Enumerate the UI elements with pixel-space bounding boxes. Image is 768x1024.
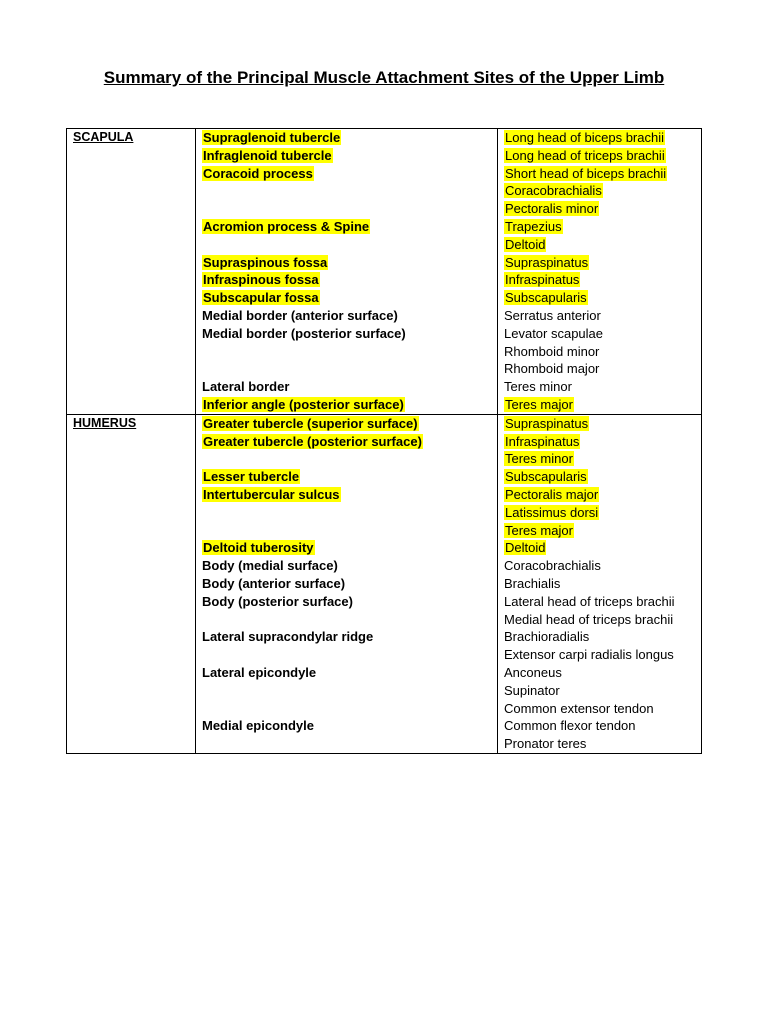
muscle-text: Serratus anterior — [504, 307, 601, 323]
muscle-text: Teres minor — [504, 379, 572, 395]
muscle-text: Coracobrachialis — [504, 558, 601, 574]
section-row-scapula — [67, 129, 702, 415]
muscle-line — [498, 200, 701, 218]
site-line — [196, 343, 497, 361]
muscle-text: Subscapularis — [505, 469, 587, 485]
muscle-text: Pectoralis major — [505, 486, 599, 502]
bone-label: HUMERUS — [73, 415, 137, 430]
muscle-line — [498, 557, 701, 575]
site-line — [196, 468, 497, 486]
muscle-line — [498, 628, 701, 646]
site-line — [196, 415, 497, 433]
attachment-site-text: Body (posterior surface) — [202, 593, 353, 609]
site-line — [196, 378, 497, 396]
site-line — [196, 307, 497, 325]
muscle-line — [498, 271, 701, 289]
attachment-site-text: Acromion process & Spine — [203, 218, 370, 234]
muscle-text: Trapezius — [505, 218, 562, 234]
muscle-text: Deltoid — [505, 540, 546, 556]
muscle-line — [498, 682, 701, 700]
site-line — [196, 717, 497, 735]
muscle-text: Lateral head of triceps brachii — [504, 593, 675, 609]
muscle-line — [498, 504, 701, 522]
muscle-text: Short head of biceps brachii — [505, 165, 667, 181]
site-line — [196, 664, 497, 682]
muscle-text: Rhomboid minor — [504, 343, 600, 359]
muscle-line — [498, 218, 701, 236]
muscle-line — [498, 325, 701, 343]
muscle-text: Brachioradialis — [504, 629, 590, 645]
muscle-text: Medial head of triceps brachii — [504, 611, 674, 627]
muscle-line — [498, 468, 701, 486]
muscle-line — [498, 717, 701, 735]
muscle-text: Subscapularis — [505, 290, 587, 306]
muscle-line — [498, 307, 701, 325]
attachment-table-body — [67, 129, 702, 754]
site-line — [196, 504, 497, 522]
site-line — [196, 271, 497, 289]
muscle-text: Long head of biceps brachii — [505, 130, 665, 145]
attachment-site-text: Coracoid process — [203, 165, 313, 181]
attachment-site-text: Medial border (posterior surface) — [202, 325, 406, 341]
muscle-line — [498, 147, 701, 165]
muscle-text: Infraspinatus — [505, 433, 580, 449]
muscle-line — [498, 343, 701, 361]
bone-cell — [67, 129, 196, 415]
site-line — [196, 557, 497, 575]
site-line — [196, 682, 497, 700]
site-line — [196, 486, 497, 504]
site-line — [196, 129, 497, 147]
attachment-site-text: Medial border (anterior surface) — [202, 307, 398, 323]
site-line — [196, 575, 497, 593]
muscle-text: Extensor carpi radialis longus — [504, 647, 674, 663]
attachment-site-text: Subscapular fossa — [203, 290, 319, 306]
site-line — [196, 236, 497, 254]
muscle-text: Long head of triceps brachii — [505, 147, 665, 163]
attachment-site-text: Lateral border — [202, 379, 290, 395]
muscle-line — [498, 378, 701, 396]
muscle-text: Teres major — [505, 522, 573, 538]
muscle-text: Infraspinatus — [505, 272, 580, 288]
muscle-line — [498, 486, 701, 504]
attachment-site-text: Greater tubercle (posterior surface) — [203, 433, 422, 449]
muscle-text: Supinator — [504, 682, 560, 698]
attachment-site-text: Deltoid tuberosity — [203, 540, 314, 556]
muscle-cell — [498, 129, 702, 415]
muscle-line — [498, 165, 701, 183]
site-line — [196, 200, 497, 218]
muscle-line — [498, 254, 701, 272]
muscle-line — [498, 396, 701, 414]
muscle-line — [498, 664, 701, 682]
attachment-site-text: Inferior angle (posterior surface) — [203, 396, 404, 412]
muscle-line — [498, 129, 701, 147]
attachment-site-text: Lateral supracondylar ridge — [202, 629, 374, 645]
muscle-line — [498, 289, 701, 307]
muscle-text: Supraspinatus — [505, 415, 589, 431]
site-line — [196, 325, 497, 343]
muscle-line — [498, 735, 701, 753]
site-line — [196, 433, 497, 451]
muscle-text: Rhomboid major — [504, 361, 600, 377]
site-line — [196, 147, 497, 165]
muscle-text: Anconeus — [504, 664, 562, 680]
site-line — [196, 182, 497, 200]
muscle-line — [498, 182, 701, 200]
muscle-line — [498, 700, 701, 718]
muscle-line — [498, 360, 701, 378]
attachment-site-text: Body (anterior surface) — [202, 575, 346, 591]
muscle-line — [498, 611, 701, 629]
muscle-text: Pronator teres — [504, 736, 587, 752]
site-line — [196, 735, 497, 753]
muscle-line — [498, 415, 701, 433]
attachment-site-text: Greater tubercle (superior surface) — [203, 415, 418, 431]
site-line — [196, 611, 497, 629]
site-line — [196, 700, 497, 718]
site-line — [196, 218, 497, 236]
site-line — [196, 450, 497, 468]
muscle-line — [498, 450, 701, 468]
site-line — [196, 522, 497, 540]
attachment-site-text: Intertubercular sulcus — [203, 486, 340, 502]
site-line — [196, 539, 497, 557]
muscle-text: Teres major — [505, 396, 573, 412]
attachment-site-text: Infraglenoid tubercle — [203, 147, 332, 163]
muscle-text: Teres minor — [505, 451, 573, 467]
site-line — [196, 289, 497, 307]
muscle-line — [498, 539, 701, 557]
site-line — [196, 165, 497, 183]
attachment-site-text: Body (medial surface) — [202, 558, 338, 574]
muscle-text: Pectoralis minor — [505, 201, 599, 217]
muscle-text: Common extensor tendon — [504, 700, 654, 716]
muscle-text: Levator scapulae — [504, 325, 604, 341]
site-line — [196, 396, 497, 414]
bone-cell — [67, 414, 196, 753]
site-line — [196, 254, 497, 272]
muscle-text: Supraspinatus — [505, 254, 589, 270]
muscle-line — [498, 236, 701, 254]
site-line — [196, 593, 497, 611]
attachment-site-text: Medial epicondyle — [202, 718, 314, 734]
muscle-line — [498, 593, 701, 611]
site-line — [196, 628, 497, 646]
document-title: Summary of the Principal Muscle Attachment Sites of the Upper Limb — [103, 68, 665, 87]
muscle-line — [498, 522, 701, 540]
muscle-line — [498, 646, 701, 664]
attachment-site-text: Supraglenoid tubercle — [203, 130, 341, 145]
attachment-site-cell — [196, 414, 498, 753]
bone-label: SCAPULA — [73, 130, 134, 144]
muscle-line — [498, 433, 701, 451]
muscle-text: Deltoid — [505, 236, 546, 252]
muscle-text: Coracobrachialis — [505, 183, 602, 199]
muscle-text: Brachialis — [504, 575, 561, 591]
muscle-text: Latissimus dorsi — [505, 504, 599, 520]
attachment-site-text: Lesser tubercle — [203, 469, 300, 485]
section-row-humerus — [67, 414, 702, 753]
muscle-cell — [498, 414, 702, 753]
site-line — [196, 646, 497, 664]
muscle-text: Common flexor tendon — [504, 718, 636, 734]
attachment-site-text: Supraspinous fossa — [203, 254, 328, 270]
attachment-table — [66, 128, 702, 754]
muscle-line — [498, 575, 701, 593]
attachment-site-text: Lateral epicondyle — [202, 664, 317, 680]
attachment-site-text: Infraspinous fossa — [203, 272, 319, 288]
attachment-site-cell — [196, 129, 498, 415]
site-line — [196, 360, 497, 378]
